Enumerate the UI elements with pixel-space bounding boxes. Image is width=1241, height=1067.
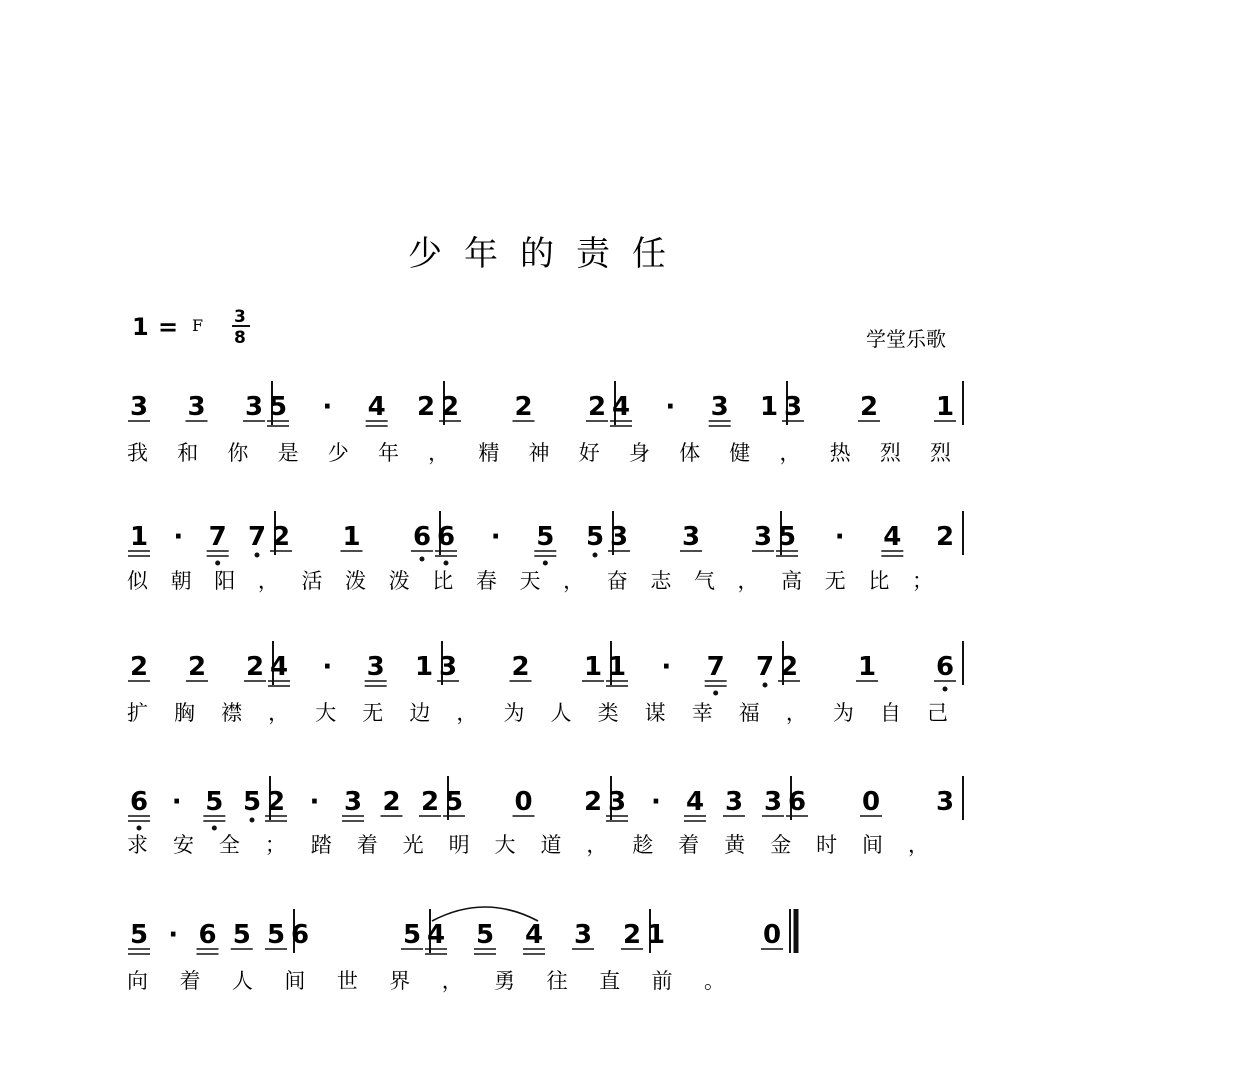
note: 1 xyxy=(935,392,955,422)
note: 4 xyxy=(269,652,289,682)
lyric-char: 襟 xyxy=(221,701,243,725)
lyric-char: 活 xyxy=(301,569,323,593)
lyric-char: 边 xyxy=(409,701,431,725)
lyric-char: 前 xyxy=(651,969,673,993)
note: 1 xyxy=(646,920,666,950)
note: 5 xyxy=(205,787,224,817)
lyric-char: 少 xyxy=(327,441,349,465)
note: 0 xyxy=(861,787,881,817)
lyric-char: ， xyxy=(908,833,929,857)
octave-dot xyxy=(713,691,718,696)
note: 5 xyxy=(536,522,555,552)
score-line xyxy=(127,641,963,726)
note: 6 xyxy=(412,522,432,552)
note: 3 xyxy=(343,787,363,817)
note: 6 xyxy=(290,920,310,950)
note: 3 xyxy=(438,652,458,682)
note: 5 xyxy=(129,920,149,950)
lyric-char: 全 xyxy=(218,833,240,857)
lyric-char: 比 xyxy=(432,569,454,593)
note: 3 xyxy=(129,392,149,422)
lyric-char: ， xyxy=(779,441,801,465)
lyric-char: 烈 xyxy=(930,441,951,465)
lyric-char: ， xyxy=(441,969,463,993)
composer: 学堂乐歌 xyxy=(866,327,946,351)
lyric-char: 安 xyxy=(172,833,194,857)
note: 2 xyxy=(935,522,955,552)
lyric-char: 己 xyxy=(927,701,948,725)
augmentation-dot: · xyxy=(490,522,501,552)
note: 2 xyxy=(440,392,460,422)
note: 3 xyxy=(366,652,385,682)
note: 6 xyxy=(436,522,456,552)
note: 5 xyxy=(242,787,262,817)
note: 6 xyxy=(198,920,217,950)
lyric-char: 天 xyxy=(519,569,541,593)
time-numerator: 3 xyxy=(234,307,246,327)
note: 3 xyxy=(573,920,593,950)
lyric-char: 道 xyxy=(540,833,562,857)
note: 3 xyxy=(681,522,701,552)
lyric-char: ， xyxy=(428,441,450,465)
lyric-char: 。 xyxy=(704,969,725,993)
note: 5 xyxy=(777,522,797,552)
note: 2 xyxy=(514,392,533,422)
note: 3 xyxy=(609,522,629,552)
lyric-char: 胸 xyxy=(174,701,196,725)
lyric-char: ； xyxy=(264,833,286,857)
score-line xyxy=(127,907,796,994)
lyric-char: ， xyxy=(257,569,279,593)
note: 4 xyxy=(883,522,902,552)
lyric-char: 似 xyxy=(127,569,148,593)
lyric-char: 着 xyxy=(179,969,201,993)
lyric-char: ， xyxy=(785,701,807,725)
augmentation-dot: · xyxy=(834,522,845,552)
lyric-char: 趁 xyxy=(632,833,654,857)
note: 1 xyxy=(342,522,361,552)
lyric-char: 人 xyxy=(550,701,572,725)
octave-dot xyxy=(137,826,142,831)
note: 7 xyxy=(755,652,775,682)
lyric-char: 热 xyxy=(829,441,851,465)
octave-dot xyxy=(255,553,260,558)
note: 4 xyxy=(367,392,386,422)
lyric-char: 朝 xyxy=(170,569,192,593)
key-note: F xyxy=(192,316,204,335)
note: 1 xyxy=(857,652,877,682)
note: 2 xyxy=(266,787,286,817)
lyric-char: 界 xyxy=(389,969,411,993)
augmentation-dot: · xyxy=(322,652,333,682)
note: 1 xyxy=(583,652,603,682)
note: 2 xyxy=(622,920,642,950)
octave-dot xyxy=(763,683,768,688)
note: 2 xyxy=(245,652,265,682)
note: 2 xyxy=(382,787,401,817)
note: 0 xyxy=(514,787,533,817)
note: 4 xyxy=(611,392,631,422)
augmentation-dot: · xyxy=(322,392,333,422)
lyric-char: 黄 xyxy=(724,833,746,857)
lyric-char: 大 xyxy=(315,701,337,725)
augmentation-dot: · xyxy=(173,522,184,552)
note: 1 xyxy=(607,652,627,682)
octave-dot xyxy=(943,687,948,692)
note: 2 xyxy=(859,392,879,422)
lyric-char: 泼 xyxy=(345,569,367,593)
note: 5 xyxy=(402,920,422,950)
note: 2 xyxy=(416,392,436,422)
note: 3 xyxy=(783,392,803,422)
note: 6 xyxy=(129,787,149,817)
lyric-char: ， xyxy=(563,569,585,593)
note: 0 xyxy=(762,920,782,950)
lyric-char: 福 xyxy=(738,701,760,725)
key-prefix: 1 xyxy=(132,313,149,341)
score-line xyxy=(127,511,963,594)
note: 4 xyxy=(524,920,544,950)
lyric-char: 烈 xyxy=(879,441,901,465)
lyric-char: 世 xyxy=(336,969,358,993)
lyric-char: 踏 xyxy=(310,833,332,857)
octave-dot xyxy=(215,561,220,566)
lyric-char: 好 xyxy=(578,441,600,465)
note: 3 xyxy=(607,787,627,817)
song-title: 少年的责任 xyxy=(408,234,688,274)
lyric-char: 无 xyxy=(824,569,846,593)
note: 6 xyxy=(935,652,955,682)
lyric-char: 向 xyxy=(127,969,148,993)
key-signature xyxy=(132,313,203,341)
note: 3 xyxy=(763,787,783,817)
augmentation-dot: · xyxy=(171,787,182,817)
lyric-char: ， xyxy=(586,833,608,857)
lyric-char: 幸 xyxy=(691,701,713,725)
lyric-char: 自 xyxy=(879,701,901,725)
note: 5 xyxy=(268,392,288,422)
lyric-char: 为 xyxy=(503,701,525,725)
lyric-char: 和 xyxy=(177,441,199,465)
lyric-char: 时 xyxy=(816,833,838,857)
lyric-char: 气 xyxy=(693,569,715,593)
time-denominator: 8 xyxy=(234,328,246,348)
lyric-char: 精 xyxy=(478,441,500,465)
augmentation-dot: · xyxy=(651,787,661,817)
lyric-char: 求 xyxy=(127,833,148,857)
lyric-char: 是 xyxy=(277,441,299,465)
slur xyxy=(432,907,538,921)
lyric-char: ， xyxy=(268,701,290,725)
lyric-char: 直 xyxy=(599,969,621,993)
note: 3 xyxy=(935,787,955,817)
note: 2 xyxy=(587,392,607,422)
lyric-char: 扩 xyxy=(127,701,148,725)
lyric-char: 着 xyxy=(678,833,700,857)
note: 1 xyxy=(759,392,779,422)
lyric-char: 你 xyxy=(227,441,249,465)
note: 7 xyxy=(247,522,267,552)
note: 2 xyxy=(271,522,291,552)
augmentation-dot: · xyxy=(168,920,179,950)
lyric-char: 我 xyxy=(127,441,148,465)
note: 2 xyxy=(583,787,603,817)
lyric-char: 明 xyxy=(448,833,470,857)
note: 5 xyxy=(232,920,251,950)
lyric-char: 着 xyxy=(356,833,378,857)
note: 5 xyxy=(266,920,286,950)
time-signature xyxy=(232,307,250,348)
lyric-char: 高 xyxy=(781,569,803,593)
lyric-char: 往 xyxy=(546,969,568,993)
lyric-char: 金 xyxy=(770,833,792,857)
note: 3 xyxy=(710,392,729,422)
lyric-char: 谋 xyxy=(644,701,666,725)
score-lines xyxy=(127,381,963,994)
note: 4 xyxy=(685,787,705,817)
score-line xyxy=(127,381,963,466)
note: 5 xyxy=(444,787,464,817)
augmentation-dot: · xyxy=(661,652,672,682)
lyric-char: ， xyxy=(737,569,759,593)
lyric-char: 类 xyxy=(597,701,619,725)
note: 6 xyxy=(787,787,807,817)
note: 2 xyxy=(511,652,530,682)
note: 7 xyxy=(706,652,725,682)
key-equals: = xyxy=(158,313,179,341)
note: 3 xyxy=(724,787,744,817)
lyric-char: 人 xyxy=(231,969,253,993)
lyric-char: 为 xyxy=(832,701,854,725)
score-line xyxy=(127,776,963,858)
octave-dot xyxy=(593,553,598,558)
note: 2 xyxy=(129,652,149,682)
lyric-char: 勇 xyxy=(494,969,516,993)
octave-dot xyxy=(543,561,548,566)
lyric-char: 比 xyxy=(868,569,890,593)
note: 5 xyxy=(585,522,605,552)
note: 4 xyxy=(426,920,446,950)
lyric-char: 间 xyxy=(284,969,306,993)
augmentation-dot: · xyxy=(665,392,676,422)
note: 3 xyxy=(187,392,206,422)
note: 1 xyxy=(414,652,434,682)
lyric-char: 奋 xyxy=(606,569,628,593)
lyric-char: 神 xyxy=(528,441,550,465)
lyric-char: 大 xyxy=(494,833,516,857)
octave-dot xyxy=(420,557,425,562)
octave-dot xyxy=(212,826,217,831)
note: 5 xyxy=(475,920,495,950)
lyric-char: 志 xyxy=(650,569,672,593)
note: 2 xyxy=(420,787,440,817)
augmentation-dot: · xyxy=(309,787,320,817)
note: 2 xyxy=(187,652,207,682)
lyric-char: 年 xyxy=(377,441,399,465)
octave-dot xyxy=(250,818,255,823)
lyric-char: 春 xyxy=(475,569,497,593)
lyric-char: 身 xyxy=(628,441,650,465)
note: 7 xyxy=(208,522,227,552)
note: 3 xyxy=(244,392,264,422)
note: 3 xyxy=(753,522,773,552)
note: 2 xyxy=(779,652,799,682)
lyric-char: 光 xyxy=(402,833,424,857)
lyric-char: 泼 xyxy=(388,569,410,593)
lyric-char: 阳 xyxy=(214,569,236,593)
lyric-char: 健 xyxy=(729,441,751,465)
note: 1 xyxy=(129,522,149,552)
octave-dot xyxy=(444,561,449,566)
lyric-char: 间 xyxy=(862,833,884,857)
lyric-char: ， xyxy=(456,701,478,725)
lyric-char: ； xyxy=(912,569,933,593)
lyric-char: 体 xyxy=(679,441,701,465)
lyric-char: 无 xyxy=(362,701,384,725)
